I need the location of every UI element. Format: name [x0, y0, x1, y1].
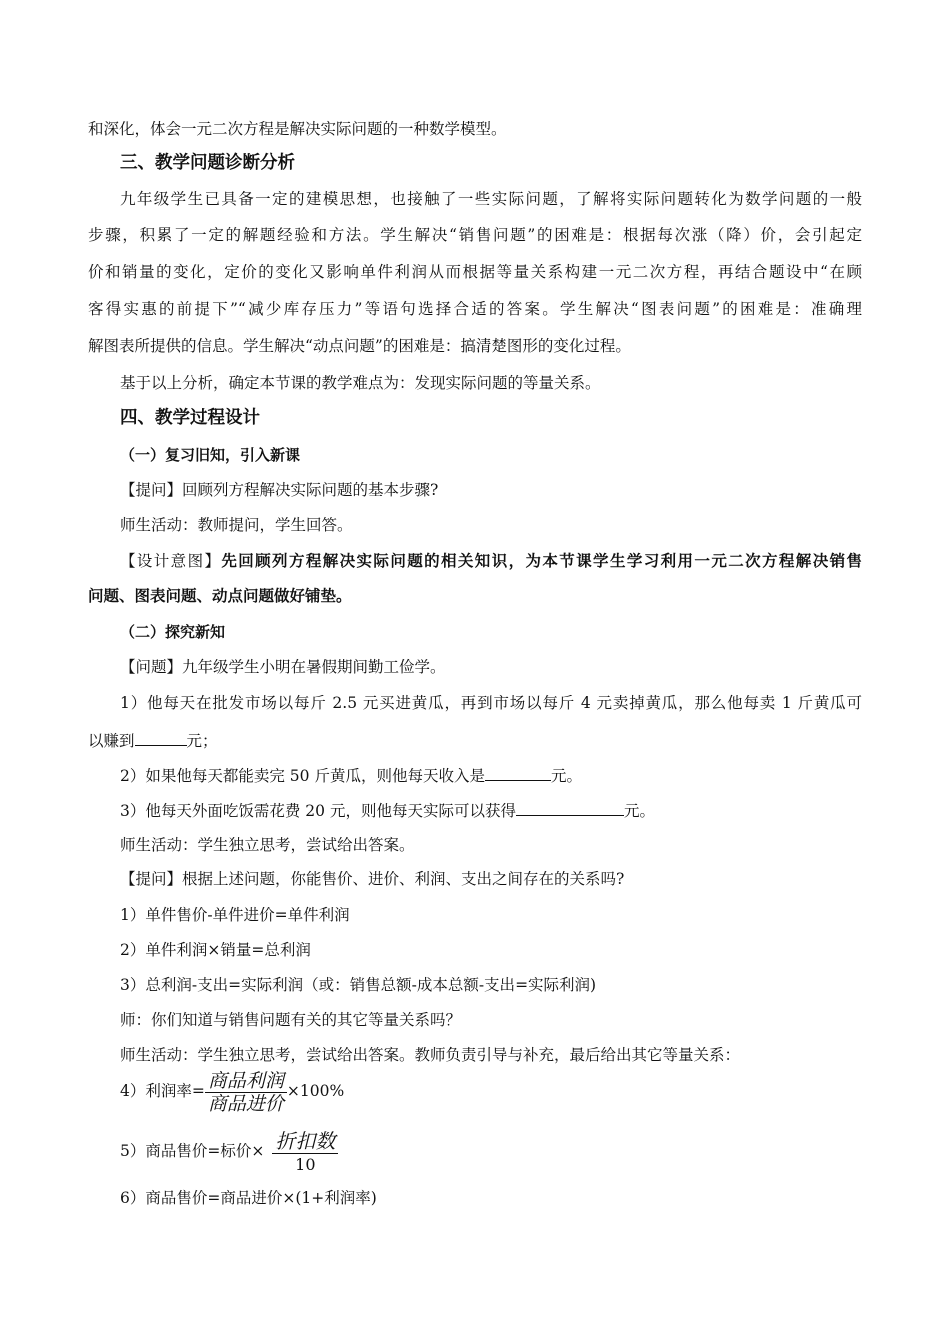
formula4-tail: ×100% [286, 1082, 345, 1100]
item3-suffix: 元。 [623, 802, 655, 820]
formula4-label: 4）利润率= [120, 1082, 205, 1100]
design-intent-line1 [120, 551, 862, 571]
formula5-numerator: 折扣数 [272, 1129, 338, 1154]
relation1: 1）单件售价-单件进价=单件利润 [120, 906, 350, 924]
teacher-question: 师：你们知道与销售问题有关的其它等量关系吗？ [120, 1011, 462, 1029]
problem-text: 九年级学生小明在暑假期间勤工俭学。 [182, 658, 446, 676]
item2 [120, 764, 862, 786]
item1-prefix: 以赚到 [88, 732, 135, 750]
item2-suffix: 元。 [550, 767, 582, 785]
item3 [120, 799, 862, 821]
formula5-label: 5）商品售价=标价× [120, 1142, 265, 1160]
design-intent-text: 先回顾列方程解决实际问题的相关知识，为本节课学生学习利用一元二次方程解决销售 [221, 552, 862, 570]
question2-tag: 【提问】 [120, 870, 183, 888]
question2-text: 根据上述问题，你能售价、进价、利润、支出之间存在的关系吗? [182, 870, 625, 888]
section4-heading: 四、教学过程设计 [120, 408, 260, 428]
item3-prefix: 3）他每天外面吃饭需花费 20 元，则他每天实际可以获得 [120, 802, 516, 820]
item2-answer-blank[interactable] [485, 764, 551, 781]
intro-tail-text: 和深化，体会一元二次方程是解决实际问题的一种数学模型。 [88, 120, 507, 138]
subsection2-heading: （二）探究新知 [120, 623, 226, 641]
item1-line1: 1）他每天在批发市场以每斤 2.5 元买进黄瓜，再到市场以每斤 4 元卖掉黄瓜，那么他每卖 1 斤黄瓜可 [120, 694, 862, 712]
formula5-denominator: 10 [295, 1154, 316, 1174]
item3-answer-blank[interactable] [516, 799, 624, 816]
question1 [120, 480, 862, 500]
item2-prefix: 2）如果他每天都能卖完 50 斤黄瓜，则他每天收入是 [120, 767, 485, 785]
activity1: 师生活动：教师提问，学生回答。 [120, 516, 353, 534]
activity3: 师生活动：学生独立思考，尝试给出答案。教师负责引导与补充，最后给出其它等量关系： [120, 1046, 741, 1064]
relation3: 3）总利润-支出=实际利润（或：销售总额-成本总额-支出=实际利润) [120, 976, 597, 994]
section3-p2: 基于以上分析，确定本节课的教学难点为：发现实际问题的等量关系。 [120, 374, 601, 392]
item1-line2 [88, 729, 862, 751]
activity2: 师生活动：学生独立思考，尝试给出答案。 [120, 836, 415, 854]
question1-tag: 【提问】 [120, 481, 183, 499]
subsection1-heading: （一）复习旧知，引入新课 [120, 446, 301, 464]
question2 [120, 869, 862, 889]
section3-p1-line2: 步骤，积累了一定的解题经验和方法。学生解决“销售问题”的困难是：根据每次涨（降）价，会引起定 [88, 226, 862, 244]
question1-text: 回顾列方程解决实际问题的基本步骤? [182, 481, 439, 499]
formula5-fraction [272, 1129, 338, 1176]
formula4-numerator: 商品利润 [205, 1070, 287, 1093]
item1-answer-blank[interactable] [135, 729, 187, 746]
item1-suffix: 元； [186, 732, 218, 750]
problem [120, 657, 862, 677]
section3-p1-line4: 客得实惠的前提下”“减少库存压力”等语句选择合适的答案。学生解决“图表问题”的困难是：准确理 [88, 300, 862, 318]
formula4-fraction [205, 1070, 287, 1115]
problem-tag: 【问题】 [120, 658, 183, 676]
formula6: 6）商品售价=商品进价×(1+利润率) [120, 1189, 377, 1207]
formula4-denominator: 商品进价 [207, 1092, 284, 1115]
relation2: 2）单件利润×销量=总利润 [120, 941, 311, 959]
section3-p1-line1: 九年级学生已具备一定的建模思想，也接触了一些实际问题，了解将实际问题转化为数学问题的一般 [120, 190, 862, 208]
formula5 [120, 1126, 862, 1176]
design-intent-tag: 【设计意图】 [120, 552, 222, 570]
section3-p1-line5: 解图表所提供的信息。学生解决“动点问题”的困难是：搞清楚图形的变化过程。 [88, 337, 631, 355]
section3-p1-line3: 价和销量的变化，定价的变化又影响单件利润从而根据等量关系构建一元二次方程，再结合题设中“在顾 [88, 263, 862, 281]
design-intent-line2: 问题、图表问题、动点问题做好铺垫。 [88, 587, 352, 605]
formula4 [120, 1068, 862, 1114]
section3-heading: 三、教学问题诊断分析 [120, 153, 295, 173]
